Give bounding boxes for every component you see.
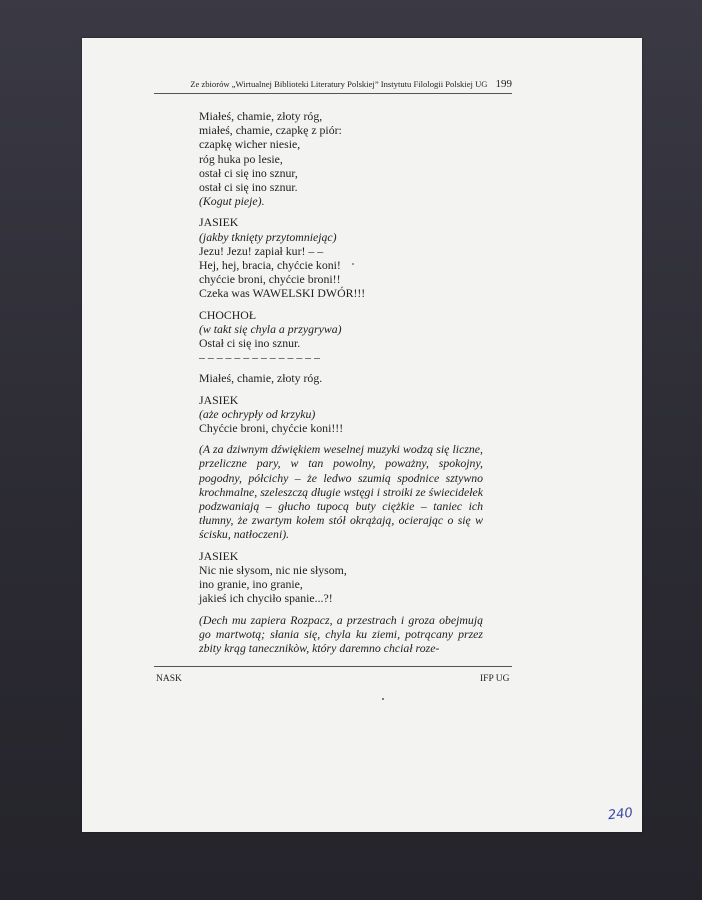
page-content — [199, 109, 499, 662]
speaker-name: JASIEK — [199, 392, 239, 407]
footer-left: NASK — [156, 674, 182, 684]
header-source: Ze zbiorów „Wirtualnej Biblioteki Literatury Polskiej” Instytutu Filologii Polskiej UG — [190, 79, 488, 89]
verse-line: czapkę wicher niesie, — [199, 137, 301, 152]
handwritten-page-number: 240 — [607, 805, 634, 824]
verse-line: Czeka was WAWELSKI DWÓR!!! — [199, 286, 366, 301]
speaker-direction: (w takt się chyla a przygrywa) — [199, 321, 342, 336]
stanza-1 — [199, 109, 499, 208]
speaker-name: CHOCHOŁ — [199, 307, 257, 322]
stage-direction: (Kogut pieje). — [199, 194, 265, 209]
verse-line: chyćcie broni, chyćcie broni!! — [199, 272, 341, 287]
verse-line: ostał ci się ino sznur. — [199, 180, 298, 195]
speech-chochol — [199, 308, 499, 365]
scan-speck — [382, 698, 384, 700]
speech-jasiek-2 — [199, 393, 499, 436]
footer-rule — [154, 666, 512, 667]
verse-line: Chyćcie broni, chyćcie koni!!! — [199, 421, 344, 436]
page-number: 199 — [495, 78, 512, 90]
footer-right: IFP UG — [480, 674, 510, 684]
verse-line: jakieś ich chyciło spanie...?! — [199, 591, 333, 606]
speaker-direction: (jakby tknięty przytomniejąc) — [199, 229, 337, 244]
verse-line: ostał ci się ino sznur, — [199, 165, 298, 180]
speaker-name: JASIEK — [199, 215, 239, 230]
verse-line: Miałeś, chamie, złoty róg. — [199, 371, 323, 386]
verse-line: Hej, hej, bracia, chyćcie koni! — [199, 258, 341, 273]
scan-speck — [352, 263, 354, 265]
verse-line: miałeś, chamie, czapkę z piór: — [199, 123, 342, 138]
document-page — [82, 38, 642, 832]
verse-single — [199, 371, 499, 385]
verse-line: Miałeś, chamie, złoty róg, — [199, 109, 323, 123]
verse-line: róg huka po lesie, — [199, 151, 283, 166]
speaker-name: JASIEK — [199, 548, 239, 563]
page-header — [157, 78, 512, 90]
verse-line: Ostał ci się ino sznur. — [199, 336, 301, 351]
stage-direction: (A za dziwnym dźwiękiem weselnej muzyki wodzą się liczne, przeliczne pary, w tan powolny, poważny, spokojny, pogodny, półcichy – że ledwo szumią spodnice sztywno krochmalne, szeleszczą długie wstęgi i stroiki ze świecidełek podzwaniają – głucho tupocą buty ciężkie – taniec ich tłumny, że zwartym kołem stół okrążają, ocierając o się w ścisku, natłoczeni). — [199, 442, 483, 542]
stage-direction-block — [199, 613, 499, 656]
stage-direction-block — [199, 442, 499, 541]
dash-separator: – – – – – – – – – – – – – – — [199, 350, 320, 365]
verse-line: Nic nie słysom, nic nie słysom, — [199, 562, 347, 577]
speech-jasiek-1 — [199, 215, 499, 300]
header-rule — [154, 93, 512, 94]
speech-jasiek-3 — [199, 549, 499, 606]
speaker-direction: (aże ochrypły od krzyku) — [199, 406, 316, 421]
verse-line: Jezu! Jezu! zapiał kur! – – — [199, 243, 324, 258]
verse-line: ino granie, ino granie, — [199, 577, 303, 592]
stage-direction: (Dech mu zapiera Rozpacz, a przestrach i groza obejmują go martwotą; słania się, chyla ku ziemi, potrącany przez zbity krąg tanecznikòw, który daremno chciał roze- — [199, 612, 483, 655]
